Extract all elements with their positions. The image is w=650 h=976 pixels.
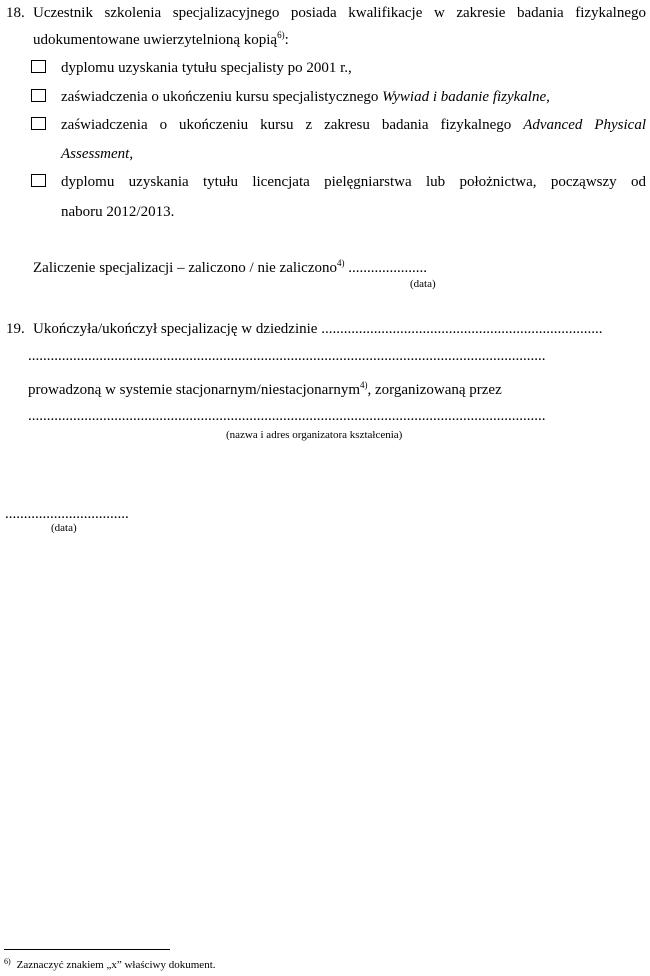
item-18-number: 18.: [6, 5, 25, 21]
option-bachelor-diploma-label-cont: naboru 2012/2013.: [61, 204, 175, 220]
specialization-field-input[interactable]: ...........................................................................: [321, 321, 603, 337]
item-19-number: 19.: [6, 321, 25, 337]
checkbox-physical-assessment-course-certificate[interactable]: [31, 117, 46, 130]
option-specialist-course-label: zaświadczenia o ukończeniu kursu specjalistycznego Wywiad i badanie fizykalne,: [61, 89, 550, 105]
checkbox-bachelor-diploma[interactable]: [31, 174, 46, 187]
specialization-completion-line: Zaliczenie specjalizacji – zaliczono / nie zaliczono$^{4)}$ .....................: [33, 258, 427, 276]
completion-date-caption: (data): [410, 278, 436, 290]
option-bachelor-diploma-label: dyplomu uzyskania tytułu licencjata pielęgniarstwa lub położnictwa, począwszy od: [61, 174, 646, 190]
completion-date-field[interactable]: .....................: [344, 260, 427, 276]
organizer-input[interactable]: ..........................................................................................................................................: [28, 408, 546, 424]
signature-date-field[interactable]: .................................: [5, 506, 129, 522]
checkbox-specialist-course-certificate[interactable]: [31, 89, 46, 102]
checkbox-specialist-diploma[interactable]: [31, 60, 46, 73]
option-physical-assessment-label: zaświadczenia o ukończeniu kursu z zakresu badania fizykalnego Advanced Physical: [61, 117, 646, 133]
organizer-caption: (nazwa i adres organizatora kształcenia): [226, 429, 403, 441]
option-physical-assessment-label-cont: Assessment,: [61, 146, 134, 162]
footnote: $^{6)}$ Zaznaczyć znakiem „x” właściwy dokument.: [4, 957, 216, 971]
item-18-line-2: udokumentowane uwierzytelnioną kopią$^{6)}$:: [33, 30, 289, 48]
option-specialist-diploma-label: dyplomu uzyskania tytułu specjalisty po 2001 r.,: [61, 60, 352, 76]
footnote-separator: [4, 949, 170, 950]
item-18-line-1: Uczestnik szkolenia specjalizacyjnego posiada kwalifikacje w zakresie badania fizykalnego: [33, 5, 646, 21]
signature-date-caption: (data): [51, 522, 77, 534]
specialization-field-continuation[interactable]: ..........................................................................................................................................: [28, 348, 546, 364]
item-19-line-3: prowadzoną w systemie stacjonarnym/niestacjonarnym$^{4)}$, zorganizowaną przez: [28, 380, 502, 398]
item-19-line-1: Ukończyła/ukończył specjalizację w dziedzinie ...........................................................................: [33, 321, 603, 337]
